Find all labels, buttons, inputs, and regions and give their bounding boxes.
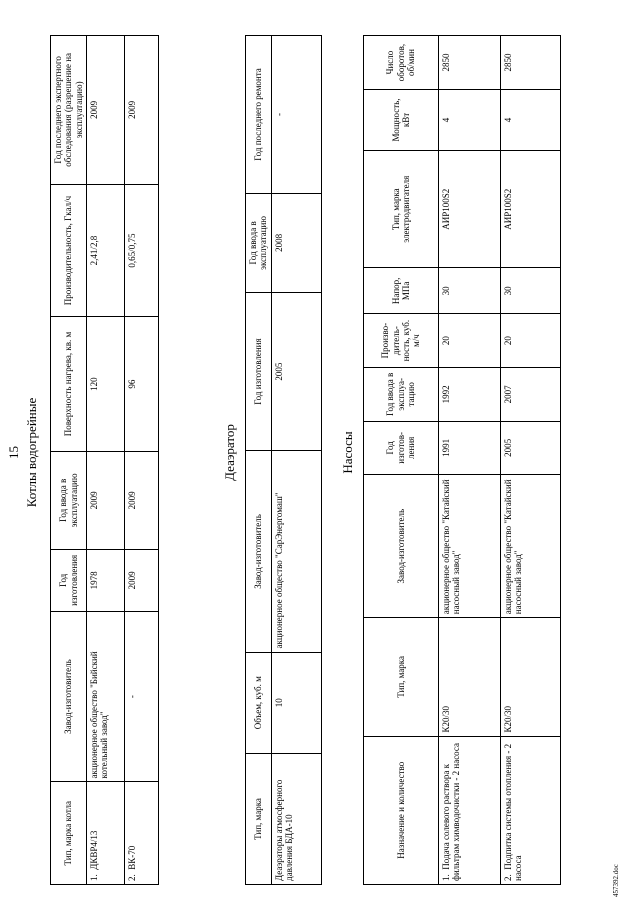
pumps-title: Насосы [340, 431, 355, 474]
boiler-year-start: 2009 [125, 451, 159, 549]
table-row [125, 36, 159, 885]
col-header: Поверхность нагрева, кв. м [51, 317, 87, 451]
table-header-row [364, 36, 439, 885]
boilers-table [50, 35, 159, 885]
row-number: 1. [89, 874, 100, 881]
deaerator-table [245, 35, 322, 885]
boilers-title: Котлы водогрейные [24, 397, 39, 508]
col-header: Назначение и количество [364, 736, 439, 884]
pump-maker: акционерное общество "Катайский насосный завод" [439, 475, 501, 618]
col-header: Год ввода в эксплуа-тацию [364, 368, 439, 422]
col-header: Завод-изготовитель [364, 475, 439, 618]
col-header: Объем, куб. м [246, 652, 272, 753]
pump-year-made: 1991 [439, 421, 501, 474]
col-header: Тип, марка электродвигателя [364, 150, 439, 268]
table-row [271, 36, 321, 885]
pump-pressure: 30 [501, 268, 561, 314]
col-header: Год изготовления [246, 292, 272, 451]
pump-power: 4 [501, 90, 561, 151]
deaerator-maker: акционерное общество "СарЭнергомаш" [271, 451, 321, 652]
boiler-type: ВК-70 [127, 845, 138, 870]
pump-pressure: 30 [439, 268, 501, 314]
pump-capacity: 20 [439, 314, 501, 368]
col-header: Год изготов-ления [364, 421, 439, 474]
col-header: Год последнего экспертного обследования (разрешение на эксплуатацию) [51, 36, 87, 185]
pump-purpose-cell [439, 736, 501, 884]
pump-rpm: 2850 [439, 36, 501, 90]
deaerator-volume: 10 [271, 652, 321, 753]
row-number: 2. [127, 874, 138, 881]
col-header: Завод-изготовитель [51, 611, 87, 782]
table-header-row [51, 36, 87, 885]
boiler-year-made: 1978 [87, 550, 125, 612]
boiler-year-start: 2009 [87, 451, 125, 549]
boiler-type-cell [87, 782, 125, 885]
col-header: Тип, марка [246, 753, 272, 884]
page-number: 15 [6, 446, 21, 459]
col-header: Год последнего ремонта [246, 36, 272, 194]
pump-purpose: Подпитка системы отопления - 2 насоса [503, 743, 524, 881]
pump-maker: акционерное общество "Катайский насосный завод" [501, 475, 561, 618]
document-id: 457392.doc [612, 864, 620, 897]
boiler-maker: акционерное общество "Бийский котельный завод" [87, 611, 125, 782]
deaerator-type: Деаэраторы атмосферного давления БДА-10 [271, 753, 321, 884]
pump-year-made: 2005 [501, 421, 561, 474]
deaerator-year-start: 2008 [271, 193, 321, 292]
pump-power: 4 [439, 90, 501, 151]
col-header: Тип, марка котла [51, 782, 87, 885]
col-header: Завод-изготовитель [246, 451, 272, 652]
col-header: Год ввода в эксплуатацию [51, 451, 87, 549]
pump-purpose: Подача солевого раствора к фильтрам химводочистки - 2 насоса [441, 742, 462, 881]
col-header: Год изготовления [51, 550, 87, 612]
pump-year-start: 2007 [501, 368, 561, 422]
pump-type: К20/30 [439, 618, 501, 736]
deaerator-last-repair: - [271, 36, 321, 194]
boiler-last-check: 2009 [87, 36, 125, 185]
boiler-year-made: 2009 [125, 550, 159, 612]
pumps-table [363, 35, 561, 885]
pump-year-start: 1992 [439, 368, 501, 422]
pump-rpm: 2850 [501, 36, 561, 90]
table-row [501, 36, 561, 885]
col-header: Производительность, Гкал/ч [51, 184, 87, 317]
boiler-last-check: 2009 [125, 36, 159, 185]
row-number: 1. [441, 874, 451, 881]
boiler-maker: - [125, 611, 159, 782]
row-number: 2. [503, 874, 513, 881]
col-header: Напор, МПа [364, 268, 439, 314]
deaerator-title: Деаэратор [222, 424, 237, 481]
boiler-surface: 120 [87, 317, 125, 451]
boiler-type: ДКВР4/13 [89, 830, 100, 870]
boiler-capacity: 2,41/2,8 [87, 184, 125, 317]
col-header: Год ввода в эксплуатацию [246, 193, 272, 292]
col-header: Мощность, кВт [364, 90, 439, 151]
boiler-surface: 96 [125, 317, 159, 451]
boiler-capacity: 0,65/0,75 [125, 184, 159, 317]
pump-type: К20/30 [501, 618, 561, 736]
pump-motor: АИР100S2 [501, 150, 561, 268]
deaerator-year-made: 2005 [271, 292, 321, 451]
boiler-type-cell [125, 782, 159, 885]
pump-purpose-cell [501, 736, 561, 884]
col-header: Тип, марка [364, 618, 439, 736]
pump-motor: АИР100S2 [439, 150, 501, 268]
pump-capacity: 20 [501, 314, 561, 368]
col-header: Произво-дитель-ность, куб. м/ч [364, 314, 439, 368]
table-row [439, 36, 501, 885]
table-header-row [246, 36, 272, 885]
col-header: Число оборотов, об/мин [364, 36, 439, 90]
table-row [87, 36, 125, 885]
